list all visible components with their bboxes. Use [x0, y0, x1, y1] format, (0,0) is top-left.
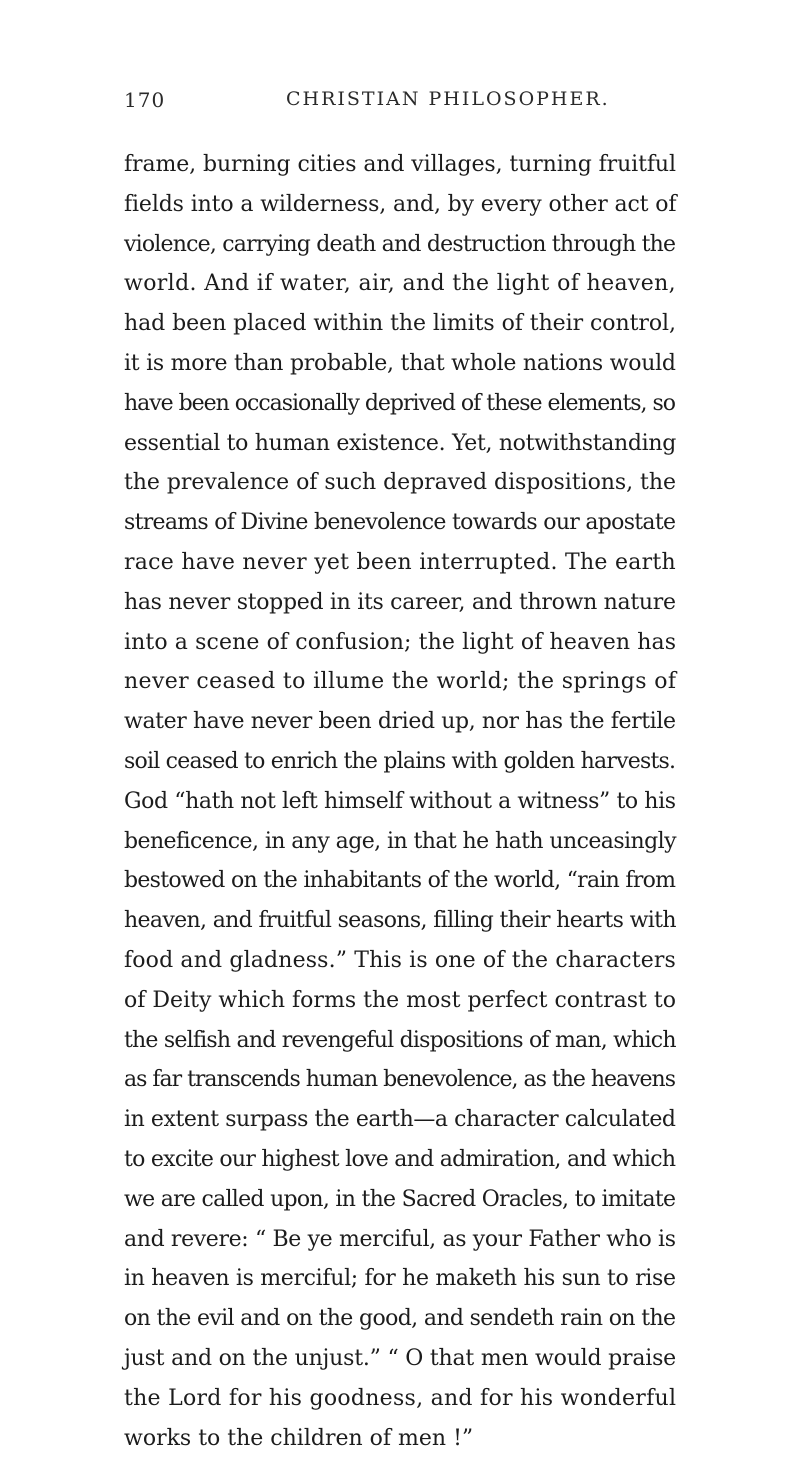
- text-line: works to the children of men !”: [124, 1425, 474, 1451]
- text-line: of Deity which forms the most perfect contrast to: [124, 987, 677, 1013]
- running-head: [124, 88, 660, 120]
- text-line: into a scene of confusion; the light of heaven has: [124, 629, 677, 655]
- text-line: has never stopped in its career, and thrown nature: [124, 589, 676, 615]
- text-line: soil ceased to enrich the plains with golden harvests.: [124, 748, 676, 774]
- text-line: food and gladness.” This is one of the characters: [124, 947, 676, 973]
- text-line: had been placed within the limits of their control,: [124, 311, 676, 337]
- text-line: the selfish and revengeful dispositions of man, which: [124, 1027, 676, 1053]
- text-line: beneficence, in any age, in that he hath unceasingly: [124, 828, 676, 854]
- text-line: world. And if water, air, and the light of heaven,: [124, 271, 676, 297]
- text-line: in extent surpass the earth—a character calculated: [124, 1107, 676, 1133]
- text-line: frame, burning cities and villages, turning fruitful: [124, 152, 676, 177]
- text-line: never ceased to illume the world; the springs of: [124, 669, 677, 695]
- text-line: just and on the unjust.” “ O that men would praise: [124, 1345, 676, 1371]
- text-line: violence, carrying death and destruction through the: [124, 231, 676, 257]
- text-line: God “hath not left himself without a witness” to his: [124, 788, 676, 814]
- text-line: to excite our highest love and admiration, and which: [124, 1146, 676, 1172]
- text-line: water have never been dried up, nor has the fertile: [124, 709, 676, 735]
- text-line: fields into a wilderness, and, by every other act of: [124, 191, 677, 217]
- text-line: the Lord for his goodness, and for his wonderful: [124, 1385, 677, 1411]
- text-line: in heaven is merciful; for he maketh his sun to rise: [124, 1266, 676, 1292]
- page-number: 170: [124, 88, 166, 112]
- text-line: race have never yet been interrupted. The earth: [124, 549, 676, 575]
- text-line: bestowed on the inhabitants of the world, “rain from: [124, 868, 676, 894]
- body-text: [124, 145, 800, 1458]
- text-line: and revere: “ Be ye merciful, as your Father who is: [124, 1226, 676, 1252]
- text-line: heaven, and fruitful seasons, filling their hearts with: [124, 908, 676, 934]
- text-line: the prevalence of such depraved dispositions, the: [124, 470, 676, 496]
- text-line: we are called upon, in the Sacred Oracles, to imitate: [124, 1186, 676, 1212]
- text-line: on the evil and on the good, and sendeth rain on the: [124, 1306, 676, 1332]
- text-line: it is more than probable, that whole nations would: [124, 350, 676, 376]
- text-line: essential to human existence. Yet, notwithstanding: [124, 430, 676, 456]
- running-title: CHRISTIAN PHILOSOPHER.: [286, 88, 610, 110]
- text-line: as far transcends human benevolence, as the heavens: [124, 1067, 675, 1093]
- text-line: have been occasionally deprived of these elements, so: [124, 390, 675, 416]
- text-line: streams of Divine benevolence towards our apostate: [124, 510, 676, 536]
